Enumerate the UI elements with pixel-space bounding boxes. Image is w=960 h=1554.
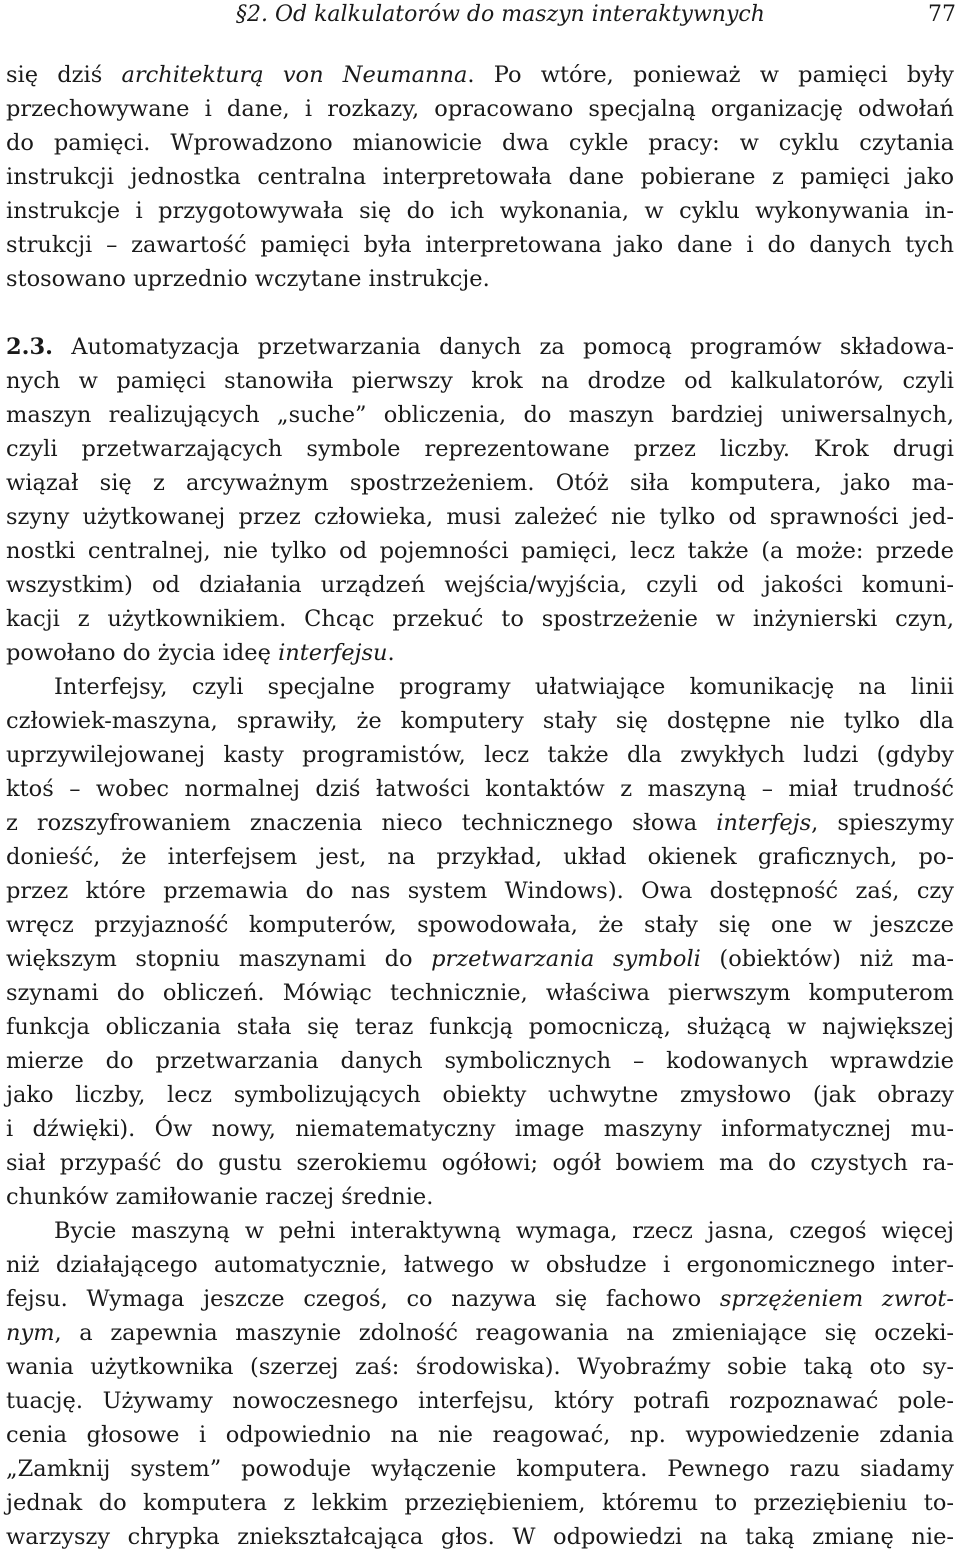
text-line: siał przypaść do gustu szerokiemu ogółowi; ogół bowiem ma do czystych ra- <box>6 1150 954 1176</box>
text-line: większym stopniu maszynami do przetwarzania symboli (obiektów) niż ma- <box>6 946 954 972</box>
text-line: się dziś architekturą von Neumanna. Po wtóre, ponieważ w pamięci były <box>6 62 954 88</box>
text-line: człowiek-maszyna, sprawiły, że komputery stały się dostępne nie tylko dla <box>6 708 954 734</box>
text-line: warzyszy chrypka zniekształcająca głos. W odpowiedzi na taką zmianę nie- <box>6 1524 954 1550</box>
text-line: niż działającego automatycznie, łatwego w obsłudze i ergonomicznego inter- <box>6 1252 954 1278</box>
emphasis: architekturą von Neumanna <box>121 62 468 88</box>
text-line: nostki centralnej, nie tylko od pojemności pamięci, lecz także (a może: przede <box>6 538 954 564</box>
text-line: strukcji – zawartość pamięci była interpretowana jako dane i do danych tych <box>6 232 954 258</box>
text-line: czyli przetwarzających symbole reprezentowane przez liczby. Krok drugi <box>6 436 954 462</box>
text-line: kacji z użytkownikiem. Chcąc przekuć to spostrzeżenie w inżynierski czyn, <box>6 606 954 632</box>
text-line: jednak do komputera z lekkim przeziębieniem, któremu to przeziębieniu to- <box>6 1490 954 1516</box>
text-line: z rozszyfrowaniem znaczenia nieco technicznego słowa interfejs, spieszymy <box>6 810 954 836</box>
text-line: funkcja obliczania stała się teraz funkcją pomocniczą, służącą w największej <box>6 1014 954 1040</box>
text-line: przechowywane i dane, i rozkazy, opracowano specjalną organizację odwołań <box>6 96 954 122</box>
text-line: instrukcje i przygotowywała się do ich wykonania, w cyklu wykonywania in- <box>6 198 954 224</box>
text-line: szynami do obliczeń. Mówiąc technicznie, właściwa pierwszym komputerom <box>6 980 954 1006</box>
text-line: chunków zamiłowanie raczej średnie. <box>6 1184 434 1210</box>
section-title: §2. Od kalkulatorów do maszyn interaktywnych <box>236 2 765 27</box>
text-line: stosowano uprzednio wczytane instrukcje. <box>6 266 490 292</box>
emphasis: nym <box>6 1320 55 1346</box>
text-line: donieść, że interfejsem jest, na przykład, układ okienek graficznych, po- <box>6 844 954 870</box>
emphasis: interfejsu <box>278 640 388 666</box>
text-line: mierze do przetwarzania danych symbolicznych – kodowanych wprawdzie <box>6 1048 954 1074</box>
text-line: szyny użytkowanej przez człowieka, musi zależeć nie tylko od sprawności jed- <box>6 504 954 530</box>
text-line: wiązał się z arcyważnym spostrzeżeniem. Otóż siła komputera, jako ma- <box>6 470 954 496</box>
text-line: jako liczby, lecz symbolizujących obiekty uchwytne zmysłowo (jak obrazy <box>6 1082 954 1108</box>
text-line: wszystkim) od działania urządzeń wejścia/wyjścia, czyli od jakości komuni- <box>6 572 954 598</box>
running-header <box>236 0 956 30</box>
text-line: cenia głosowe i odpowiednio na nie reagować, np. wypowiedzenie zdania <box>6 1422 954 1448</box>
text-line: fejsu. Wymaga jeszcze czegoś, co nazywa się fachowo sprzężeniem zwrot- <box>6 1286 954 1312</box>
text-line: maszyn realizujących „suche” obliczenia, do maszyn bardziej uniwersalnych, <box>6 402 954 428</box>
text-line: uprzywilejowanej kasty programistów, lecz także dla zwykłych ludzi (gdyby <box>6 742 954 768</box>
section-number: 2.3. <box>6 334 53 360</box>
text-line: przez które przemawia do nas system Windows). Owa dostępność zaś, czy <box>6 878 954 904</box>
text-line: powołano do życia ideę interfejsu. <box>6 640 395 666</box>
text-line: tuację. Używamy nowoczesnego interfejsu, który potrafi rozpoznawać pole- <box>6 1388 954 1414</box>
text-line: 2.3. Automatyzacja przetwarzania danych za pomocą programów składowa- <box>6 334 954 360</box>
page-number: 77 <box>928 2 956 27</box>
text-line: i dźwięki). Ów nowy, niematematyczny image maszyny informatycznej mu- <box>6 1116 954 1142</box>
text-line: Bycie maszyną w pełni interaktywną wymaga, rzecz jasna, czegoś więcej <box>54 1218 954 1244</box>
text-line: ktoś – wobec normalnej dziś łatwości kontaktów z maszyną – miał trudność <box>6 776 954 802</box>
emphasis: interfejs <box>716 810 812 836</box>
text-line: nych w pamięci stanowiła pierwszy krok na drodze od kalkulatorów, czyli <box>6 368 954 394</box>
text-line: nym, a zapewnia maszynie zdolność reagowania na zmieniające się oczeki- <box>6 1320 954 1346</box>
text-line: wręcz przyjazność komputerów, spowodowała, że stały się one w jeszcze <box>6 912 954 938</box>
emphasis: sprzężeniem zwrot- <box>719 1286 954 1312</box>
text-line: Interfejsy, czyli specjalne programy ułatwiające komunikację na linii <box>54 674 954 700</box>
emphasis: przetwarzania symboli <box>431 946 701 972</box>
text-line: wania użytkownika (szerzej zaś: środowiska). Wyobraźmy sobie taką oto sy- <box>6 1354 954 1380</box>
text-line: „Zamknij system” powoduje wyłączenie komputera. Pewnego razu siadamy <box>6 1456 954 1482</box>
text-line: do pamięci. Wprowadzono mianowicie dwa cykle pracy: w cyklu czytania <box>6 130 954 156</box>
text-line: instrukcji jednostka centralna interpretowała dane pobierane z pamięci jako <box>6 164 954 190</box>
